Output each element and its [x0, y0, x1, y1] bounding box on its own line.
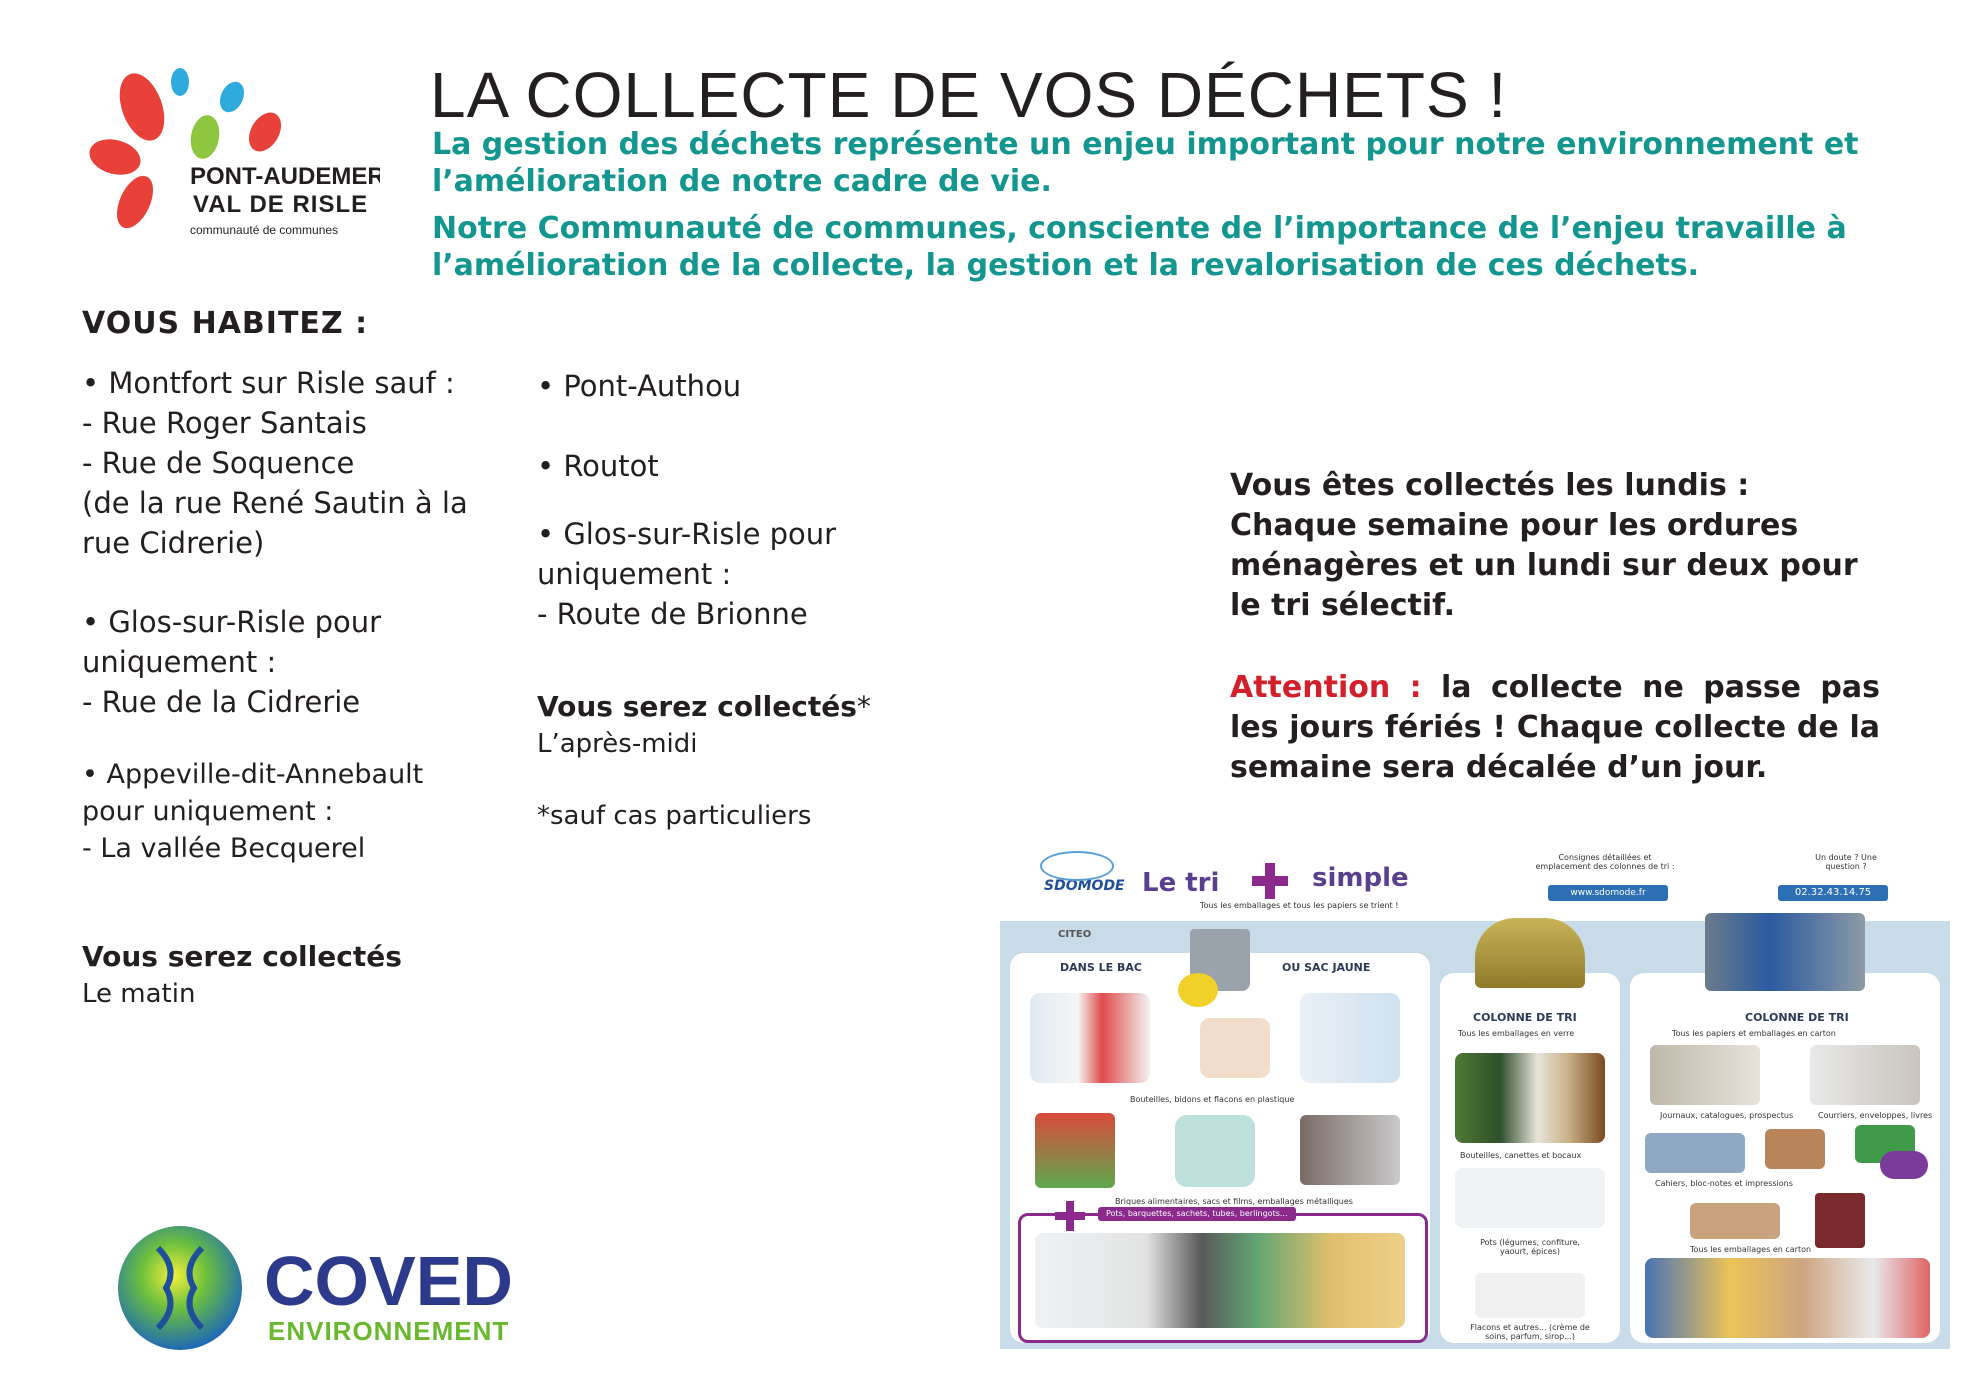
- ou-sac-jaune-label: OU SAC JAUNE: [1282, 961, 1371, 974]
- text-line: • Pont-Authou: [537, 369, 742, 403]
- text-line: Chaque semaine pour les ordures: [1230, 508, 1799, 543]
- caption-bouteilles: Bouteilles, bidons et flacons en plastique: [1130, 1095, 1295, 1104]
- text-line: uniquement :: [82, 645, 277, 679]
- poster-tagline: Tous les emballages et tous les papiers se trient !: [1200, 901, 1399, 910]
- glass-bottles-image: [1455, 1053, 1605, 1143]
- glass-container-icon: [1475, 918, 1585, 988]
- text-line: rue Cidrerie): [82, 526, 265, 560]
- coved-globe-icon: [118, 1223, 578, 1353]
- text-line: - La vallée Becquerel: [82, 833, 366, 864]
- flacons-image: [1475, 1273, 1585, 1318]
- plastic-bottles-image: [1030, 993, 1150, 1083]
- plus-icon: [1252, 863, 1288, 899]
- sorting-poster: [1000, 833, 1950, 1349]
- list-item-montfort: [82, 363, 468, 563]
- carton-boxes-image: [1645, 1258, 1930, 1338]
- footnote: *sauf cas particuliers: [537, 801, 812, 831]
- cardboard-rolls-image: [1765, 1129, 1825, 1169]
- cardboard-image: [1690, 1203, 1780, 1239]
- caption-pots: Pots (légumes, confiture, yaourt, épices): [1480, 1238, 1580, 1256]
- dans-le-bac-label: DANS LE BAC: [1060, 961, 1142, 974]
- colonne-tri-verre-label: COLONNE DE TRI: [1473, 1011, 1577, 1024]
- text-line: - Route de Brionne: [537, 597, 808, 631]
- intro-paragraph-2: Notre Communauté de communes, consciente de l’importance de l’enjeu travaille à l’amélioration de la collecte, la gestion et la revalorisation de ces déchets.: [432, 211, 1847, 283]
- detergent-bottles-image: [1300, 993, 1400, 1083]
- attention-text: la collecte ne passe pas les jours fériés ! Chaque collecte de la semaine sera décalée d’un jour.: [1230, 670, 1880, 785]
- vous-habitez-heading: VOUS HABITEZ :: [82, 306, 369, 341]
- bottles-image: [1200, 1018, 1270, 1078]
- caption-briques: Briques alimentaires, sacs et films, emballages métalliques: [1115, 1197, 1353, 1206]
- text-line: uniquement :: [537, 557, 732, 591]
- text-line: ménagères et un lundi sur deux pour: [1230, 548, 1858, 583]
- newspapers-image: [1650, 1045, 1760, 1105]
- collect-time-morning: [82, 938, 402, 1012]
- collect-time: L’après-midi: [537, 729, 698, 759]
- colonne-tri-verre-sub: Tous les emballages en verre: [1458, 1029, 1575, 1038]
- glass-jars-image: [1455, 1168, 1605, 1228]
- intro-paragraph-1: La gestion des déchets représente un enjeu important pour notre environnement et l’amélioration de notre cadre de vie.: [432, 127, 1859, 199]
- text-line: (de la rue René Sautin à la: [82, 486, 468, 520]
- list-item-glos-1: [82, 602, 381, 722]
- logo-line-1: PONT-AUDEMER: [190, 163, 380, 190]
- caption-plus: Pots, barquettes, sachets, tubes, berlingots...: [1098, 1207, 1296, 1221]
- collect-time-afternoon: [537, 688, 871, 834]
- text-line: pour uniquement :: [82, 796, 334, 827]
- headline-simple: simple: [1312, 863, 1409, 893]
- text-line: • Montfort sur Risle sauf :: [82, 366, 455, 400]
- yellow-bag-icon: [1178, 973, 1218, 1007]
- cans-image: [1300, 1115, 1400, 1185]
- caption-carton: Tous les emballages en carton: [1690, 1245, 1812, 1254]
- cartons-image: [1035, 1113, 1115, 1188]
- box-image: [1815, 1193, 1865, 1248]
- collect-label: Vous serez collectés: [537, 690, 857, 723]
- attention-notice: [1230, 668, 1880, 788]
- collect-label: Vous serez collectés: [82, 940, 402, 973]
- packaging-items-image: [1035, 1233, 1405, 1328]
- headline-le-tri: Le tri: [1142, 868, 1220, 898]
- text-line: • Glos-sur-Risle pour: [82, 605, 382, 639]
- phone-number[interactable]: 02.32.43.14.75: [1778, 885, 1888, 901]
- logo-line-3: communauté de communes: [190, 223, 339, 237]
- text-line: - Rue de Soquence: [82, 446, 355, 480]
- text-line: - Rue Roger Santais: [82, 406, 367, 440]
- list-item-pont-authou: [537, 366, 741, 406]
- text-line: le tri sélectif.: [1230, 588, 1455, 623]
- caption-flacons: Flacons et autres... (crème de soins, parfum, sirop...): [1470, 1323, 1590, 1341]
- caption-courriers: Courriers, enveloppes, livres: [1818, 1111, 1933, 1120]
- flower-logo-icon: [80, 62, 380, 252]
- sdomode-swoosh-icon: [1040, 851, 1114, 881]
- intro-text: [432, 126, 1882, 284]
- asterisk: *: [856, 690, 871, 723]
- list-item-glos-2: [537, 514, 836, 634]
- collection-days-info: [1230, 466, 1880, 626]
- doute-text: Un doute ? Une question ?: [1815, 853, 1877, 871]
- arrow-badge-icon: [1880, 1151, 1928, 1179]
- pont-audemer-logo: [80, 62, 380, 252]
- consignes-text: Consignes détaillées et emplacement des colonnes de tri :: [1535, 853, 1675, 871]
- coved-logo: [118, 1223, 578, 1353]
- paper-container-icon: [1705, 913, 1865, 991]
- colonne-tri-papier-sub: Tous les papiers et emballages en carton: [1672, 1029, 1836, 1038]
- sdomode-logo: SDOMODE: [1044, 878, 1125, 894]
- text-line: - Rue de la Cidrerie: [82, 685, 361, 719]
- coved-name: COVED: [264, 1242, 513, 1320]
- logo-line-2: VAL DE RISLE: [193, 191, 369, 218]
- plastic-bag-image: [1175, 1115, 1255, 1187]
- list-item-routot: [537, 446, 659, 486]
- text-line: Vous êtes collectés les lundis :: [1230, 468, 1750, 503]
- caption-cahiers: Cahiers, bloc-notes et impressions: [1655, 1179, 1793, 1188]
- text-line: • Routot: [537, 449, 659, 483]
- caption-journaux: Journaux, catalogues, prospectus: [1660, 1111, 1794, 1120]
- text-line: • Appeville-dit-Annebault: [82, 759, 424, 790]
- letters-image: [1810, 1045, 1920, 1105]
- website-link[interactable]: www.sdomode.fr: [1548, 885, 1668, 901]
- list-item-appeville: [82, 756, 423, 867]
- colonne-tri-papier-label: COLONNE DE TRI: [1745, 1011, 1849, 1024]
- citeo-logo: CITEO: [1058, 929, 1092, 940]
- caption-verre: Bouteilles, canettes et bocaux: [1460, 1151, 1582, 1160]
- page-title: LA COLLECTE DE VOS DÉCHETS !: [430, 59, 1508, 131]
- attention-label: Attention :: [1230, 670, 1422, 705]
- text-line: • Glos-sur-Risle pour: [537, 517, 837, 551]
- notebooks-image: [1645, 1133, 1745, 1173]
- coved-sub: ENVIRONNEMENT: [268, 1316, 510, 1346]
- plus-small-icon: [1055, 1201, 1085, 1231]
- collect-time: Le matin: [82, 979, 196, 1009]
